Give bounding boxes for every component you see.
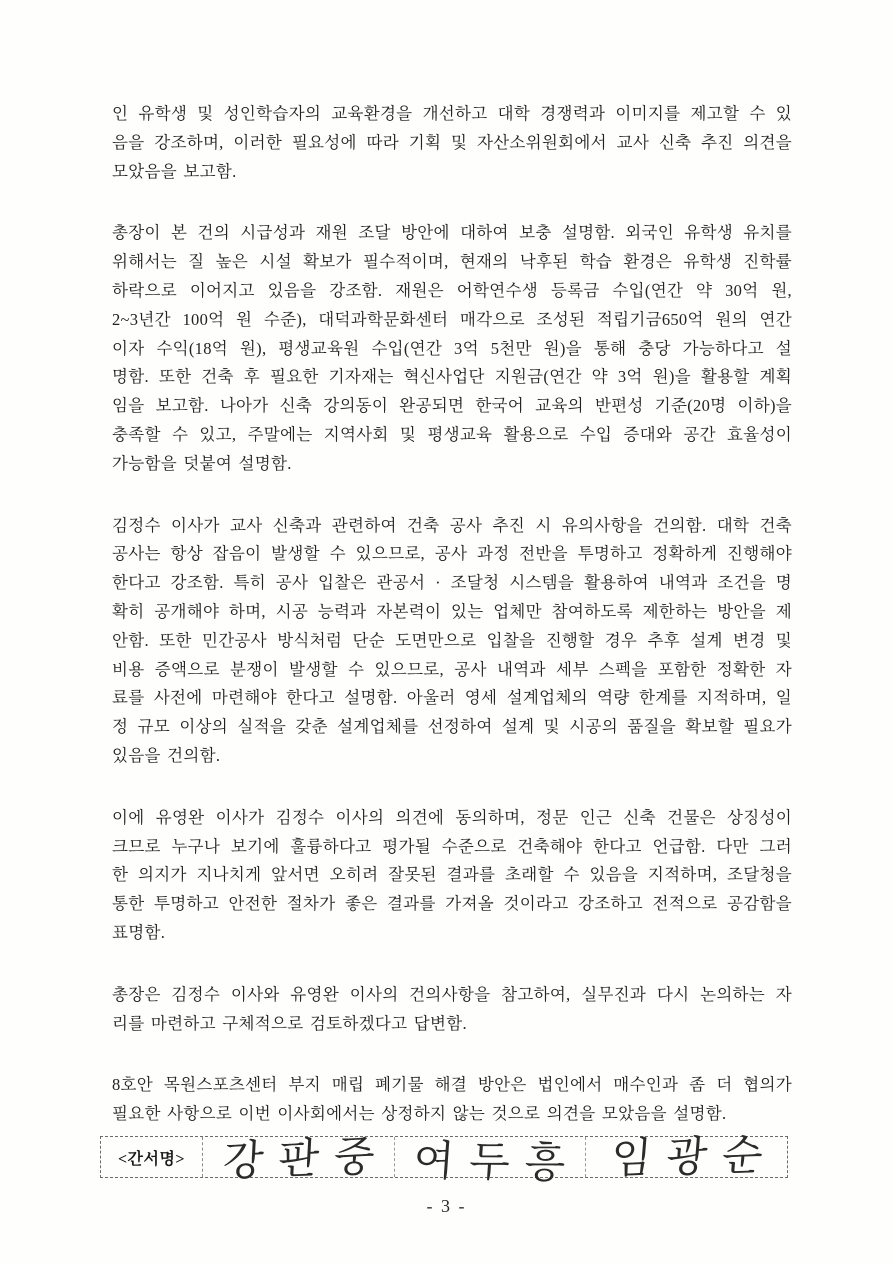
handwritten-signature: 여두흥 [412, 1138, 583, 1188]
text-line: 한다고 강조함. 특히 공사 입찰은 관공서 · 조달청 시스템을 활용하여 내역과 조건을 명 [112, 573, 792, 593]
text-line: 있음을 건의함. [112, 745, 221, 765]
signature-cell [395, 1137, 586, 1188]
text-line: 모았음을 보고함. [112, 161, 237, 181]
text-line: 안함. 또한 민간공사 방식처럼 단순 도면만으로 입찰을 진행할 경우 추후 설계 변경 및 [112, 630, 792, 650]
paragraph [112, 1071, 792, 1129]
paragraph [112, 804, 792, 948]
text-line: 하락으로 이어지고 있음을 강조함. 재원은 어학연수생 등록금 수입(연간 약 30억 원, [112, 280, 792, 300]
handwritten-signature: 강판중 [221, 1133, 391, 1186]
text-line: 이에 유영완 이사가 김정수 이사의 의견에 동의하며, 정문 인근 신축 건물은 상징성이 [112, 807, 792, 827]
text-line: 위해서는 질 높은 시설 확보가 필수적이며, 현재의 낙후된 학습 환경은 유학생 진학률 [112, 252, 792, 272]
signature-label: <간서명> [101, 1137, 203, 1177]
text-line: 료를 사전에 마련해야 한다고 설명함. 아울러 영세 설계업체의 역량 한계를 지적하며, 일 [112, 688, 792, 708]
text-line: 비용 증액으로 분쟁이 발생할 수 있으므로, 공사 내역과 세부 스펙을 포함한 정확한 자 [112, 659, 792, 679]
text-line: 총장이 본 건의 시급성과 재원 조달 방안에 대하여 보충 설명함. 외국인 유학생 유치를 [112, 223, 792, 243]
signature-cell [586, 1132, 787, 1184]
text-line: 크므로 누구나 보기에 훌륭하다고 평가될 수준으로 건축해야 한다고 언급함. 다만 그러 [112, 836, 792, 856]
minutes-body [112, 100, 792, 1162]
text-line: 음을 강조하며, 이러한 필요성에 따라 기획 및 자산소위원회에서 교사 신축 추진 의견을 [112, 132, 792, 152]
text-line: 가능함을 덧붙여 설명함. [112, 453, 292, 473]
handwritten-signature: 임광순 [608, 1132, 780, 1184]
text-line: 이자 수익(18억 원), 평생교육원 수입(연간 3억 5천만 원)을 통해 충당 가능하다고 설 [112, 338, 792, 358]
text-line: 확히 공개해야 하며, 시공 능력과 자본력이 있는 업체만 참여하도록 제한하는 방안을 제 [112, 601, 792, 621]
text-line: 인 유학생 및 성인학습자의 교육환경을 개선하고 대학 경쟁력과 이미지를 제고할 수 있 [112, 104, 792, 123]
paragraph [112, 219, 792, 478]
text-line: 필요한 사항으로 이번 이사회에서는 상정하지 않는 것으로 의견을 모았음을 설명함. [112, 1104, 727, 1124]
text-line: 김정수 이사가 교사 신축과 관련하여 건축 공사 추진 시 유의사항을 건의함. 대학 건축 [112, 515, 792, 535]
text-line: 리를 마련하고 구체적으로 검토하겠다고 답변함. [112, 1013, 467, 1033]
text-line: 명함. 또한 건축 후 필요한 기자재는 혁신사업단 지원금(연간 약 3억 원)을 활용할 계획 [112, 367, 792, 387]
text-line: 한 의지가 지나치게 앞서면 오히려 잘못된 결과를 초래할 수 있음을 지적하며, 조달청을 [112, 865, 792, 885]
signature-box [100, 1132, 788, 1188]
text-line: 정 규모 이상의 실적을 갖춘 설계업체를 선정하여 설계 및 시공의 품질을 확보할 필요가 [112, 717, 792, 737]
page-number: - 3 - [426, 1196, 467, 1216]
paragraph [112, 100, 792, 186]
text-line: 통한 투명하고 안전한 절차가 좋은 결과를 가져올 것이라고 강조하고 전적으로 공감함을 [112, 894, 792, 914]
text-line: 표명함. [112, 922, 166, 942]
signature-cell [203, 1133, 395, 1186]
text-line: 공사는 항상 잡음이 발생할 수 있으므로, 공사 과정 전반을 투명하고 정확하게 진행해야 [112, 544, 792, 564]
text-line: 8호안 목원스포츠센터 부지 매립 폐기물 해결 방안은 법인에서 매수인과 좀 더 협의가 [112, 1075, 792, 1095]
text-line: 충족할 수 있고, 주말에는 지역사회 및 평생교육 활용으로 수입 증대와 공간 효율성이 [112, 424, 792, 444]
paragraph [112, 981, 792, 1039]
paragraph [112, 512, 792, 771]
text-line: 2~3년간 100억 원 수준), 대덕과학문화센터 매각으로 조성된 적립기금650억 원의 연간 [112, 309, 792, 329]
text-line: 총장은 김정수 이사와 유영완 이사의 건의사항을 참고하여, 실무진과 다시 논의하는 자 [112, 984, 792, 1004]
text-line: 임을 보고함. 나아가 신축 강의동이 완공되면 한국어 교육의 반편성 기준(20명 이하)을 [112, 396, 792, 416]
